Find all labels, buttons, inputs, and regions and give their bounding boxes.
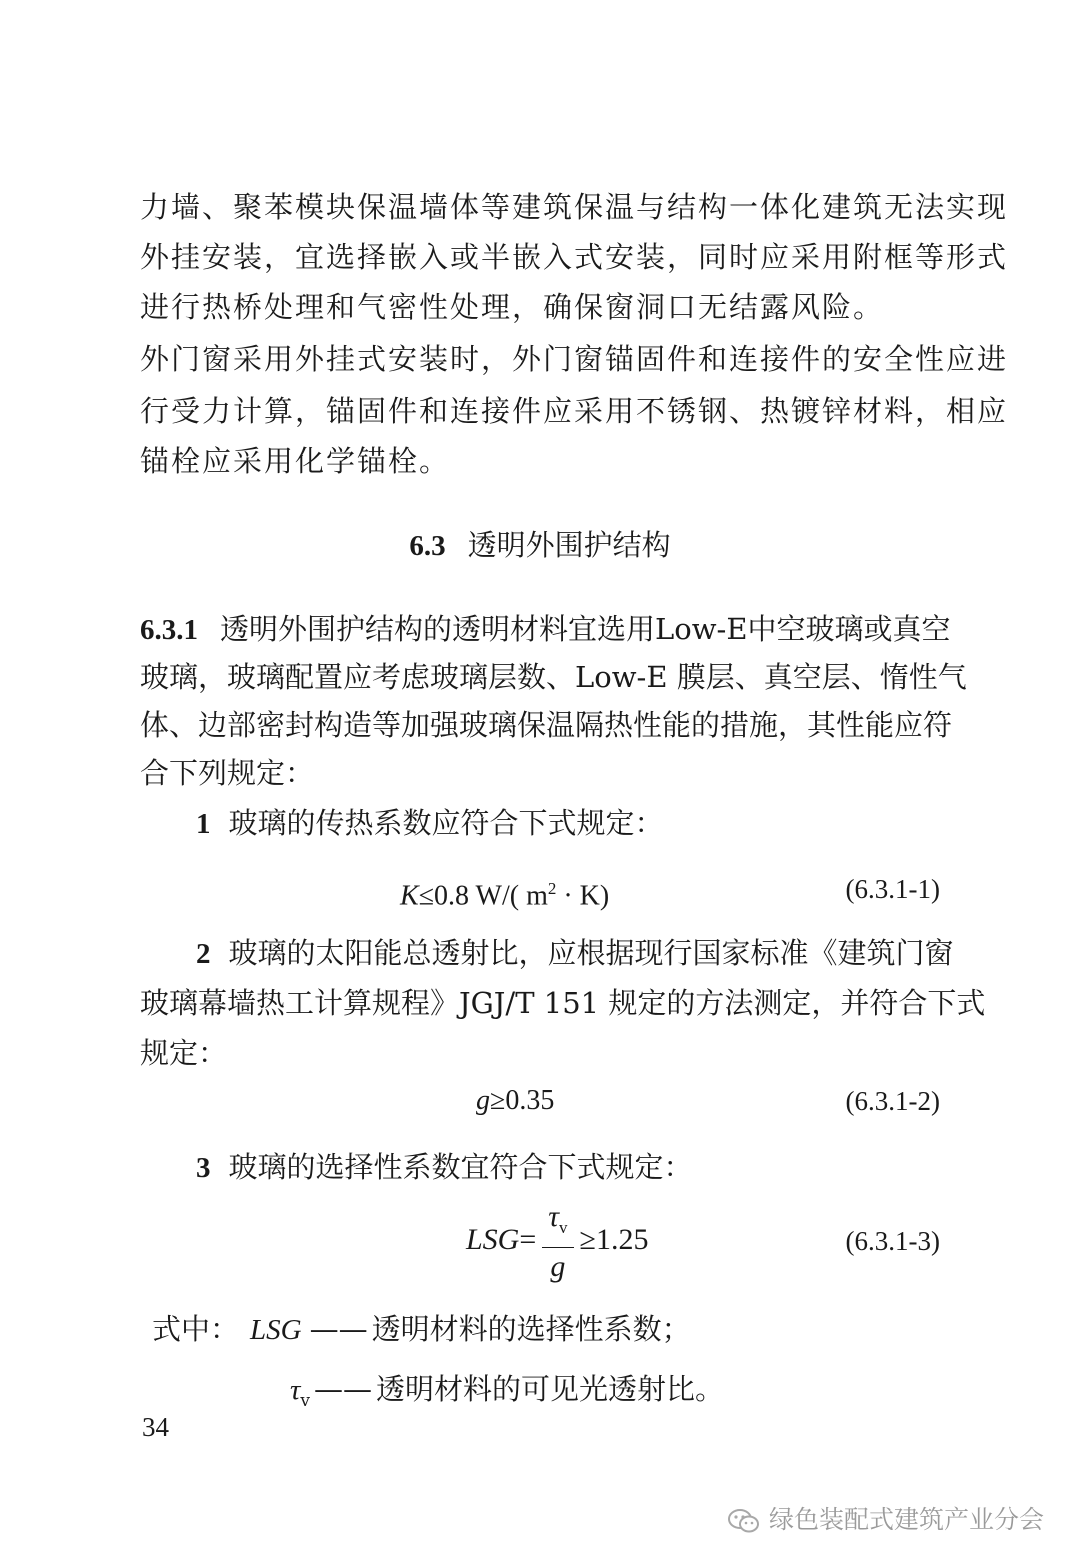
item-3-number: 3 [196,1152,211,1184]
paragraph-1-line-1: 力墙、聚苯模块保温墙体等建筑保温与结构一体化建筑无法实现 [140,190,1009,224]
watermark [727,1500,1044,1536]
where-def-2-text: 透明材料的可见光透射比。 [376,1372,725,1406]
formula-3-eq: = [519,1222,537,1256]
clause-number: 6.3.1 [140,614,198,646]
where-def-1-dash: —— [309,1312,368,1346]
item-2-text-1: 玻璃的太阳能总透射比，应根据现行国家标准《建筑门窗 [228,936,954,970]
clause-line-1 [140,612,951,647]
clause-line-2: 玻璃，玻璃配置应考虑玻璃层数、Low-E 膜层、真空层、惰性气 [140,660,967,694]
formula-1-var: K [400,880,419,912]
item-3-text: 玻璃的选择性系数宜符合下式规定： [228,1150,693,1184]
formula-1-expr: ≤0.8 W/( m [418,880,548,912]
formula-3-tau-sub: v [559,1218,568,1237]
clause-line-3: 体、边部密封构造等加强玻璃保温隔热性能的措施，其性能应符 [140,708,953,742]
formula-3-fraction [542,1200,573,1284]
item-1-text: 玻璃的传热系数应符合下式规定： [228,806,664,840]
paragraph-1-line-2: 外挂安装，宜选择嵌入或半嵌入式安装，同时应采用附框等形式 [140,240,1009,274]
section-heading [0,528,1080,563]
item-2-line-3: 规定： [140,1036,228,1070]
formula-3-lhs: LSG [466,1222,520,1256]
paragraph-2-line-3: 锚栓应采用化学锚栓。 [140,444,451,478]
where-def-1-text: 透明材料的选择性系数； [371,1312,691,1346]
paragraph-2-line-2: 行受力计算，锚固件和连接件应采用不锈钢、热镀锌材料，相应 [140,394,1009,428]
item-2-line-2: 玻璃幕墙热工计算规程》JGJ/T 151 规定的方法测定，并符合下式 [140,986,986,1020]
formula-3 [466,1200,649,1284]
section-number: 6.3 [409,530,446,562]
formula-3-numerator [542,1200,573,1248]
clause-text-1: 透明外围护结构的透明材料宜选用Low-E中空玻璃或真空 [220,612,951,646]
item-3-line [196,1150,940,1185]
section-title: 透明外围护结构 [467,528,671,562]
where-def-2 [290,1372,724,1418]
where-def-1 [250,1312,691,1358]
equation-number-3: (6.3.1-3) [845,1226,940,1256]
where-def-2-dash: —— [314,1372,372,1406]
formula-3-tau: τ [548,1200,560,1233]
where-label: 式中： [152,1312,240,1346]
paragraph-1-line-3: 进行热桥处理和气密性处理，确保窗洞口无结露风险。 [140,290,885,324]
equation-number-2: (6.3.1-2) [845,1086,940,1116]
where-def-2-symbol: τ [290,1374,301,1406]
item-2-number: 2 [196,938,211,970]
formula-3-rhs: ≥1.25 [579,1222,649,1256]
clause-line-4: 合下列规定： [140,756,315,790]
paragraph-2-line-1: 外门窗采用外挂式安装时，外门窗锚固件和连接件的安全性应进 [140,342,1009,376]
formula-1-sup: 2 [547,879,557,898]
where-def-2-sub: v [300,1390,310,1411]
page-number: 34 [142,1412,169,1442]
item-2-line-1 [196,936,954,971]
formula-3-denominator [542,1248,573,1284]
formula-2-expr: ≥0.35 [490,1085,555,1116]
equation-number-1: (6.3.1-1) [845,874,940,904]
formula-2-var: g [476,1085,490,1116]
formula-1-tail: · K) [556,880,610,912]
wechat-icon [727,1507,761,1535]
formula-3-g: g [550,1250,566,1283]
item-1-line [196,806,940,841]
where-def-1-symbol: LSG [250,1314,302,1346]
formula-1 [400,872,609,913]
formula-2 [476,1084,554,1118]
watermark-text: 绿色装配式建筑产业分会 [768,1505,1044,1534]
item-1-number: 1 [196,808,211,840]
